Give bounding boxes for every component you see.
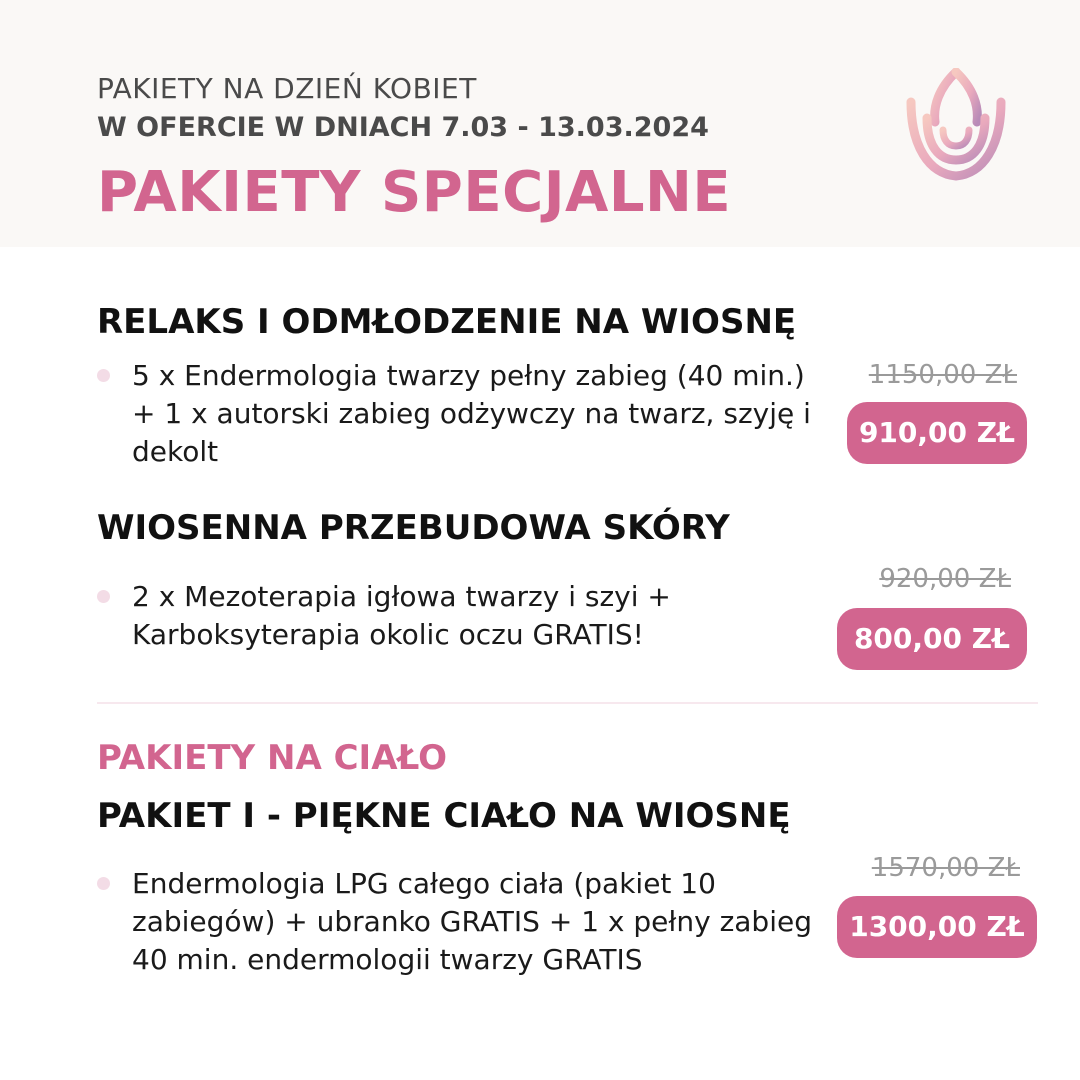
page-title: PAKIETY SPECJALNE — [97, 160, 732, 225]
package-1-old-price: 1150,00 ZŁ — [868, 360, 1017, 390]
package-1-price: 910,00 ZŁ — [847, 402, 1027, 464]
package-2-old-price: 920,00 ZŁ — [879, 564, 1011, 594]
header-subtitle: PAKIETY NA DZIEŃ KOBIET — [97, 72, 477, 105]
package-3-old-price: 1570,00 ZŁ — [871, 853, 1020, 883]
package-2-title: WIOSENNA PRZEBUDOWA SKÓRY — [97, 508, 730, 548]
bullet-dot — [97, 369, 110, 382]
bullet-dot — [97, 877, 110, 890]
bullet-dot — [97, 590, 110, 603]
lotus-logo-icon — [905, 68, 1007, 182]
category-title: PAKIETY NA CIAŁO — [97, 738, 448, 778]
section-divider — [97, 702, 1038, 704]
package-2-description: 2 x Mezoterapia igłowa twarzy i szyi + Karboksyterapia okolic oczu GRATIS! — [132, 580, 671, 651]
package-3-price: 1300,00 ZŁ — [837, 896, 1037, 958]
package-1-title: RELAKS I ODMŁODZENIE NA WIOSNĘ — [97, 302, 797, 342]
package-3-title: PAKIET I - PIĘKNE CIAŁO NA WIOSNĘ — [97, 796, 791, 836]
package-3-description: Endermologia LPG całego ciała (pakiet 10 zabiegów) + ubranko GRATIS + 1 x pełny zabieg 40 min. endermologii twarzy GRATIS — [132, 867, 812, 976]
offer-dates: W OFERCIE W DNIACH 7.03 - 13.03.2024 — [97, 112, 709, 143]
package-1-description: 5 x Endermologia twarzy pełny zabieg (40 min.) + 1 x autorski zabieg odżywczy na twarz, szyję i dekolt — [132, 359, 811, 468]
package-2-price: 800,00 ZŁ — [837, 608, 1027, 670]
